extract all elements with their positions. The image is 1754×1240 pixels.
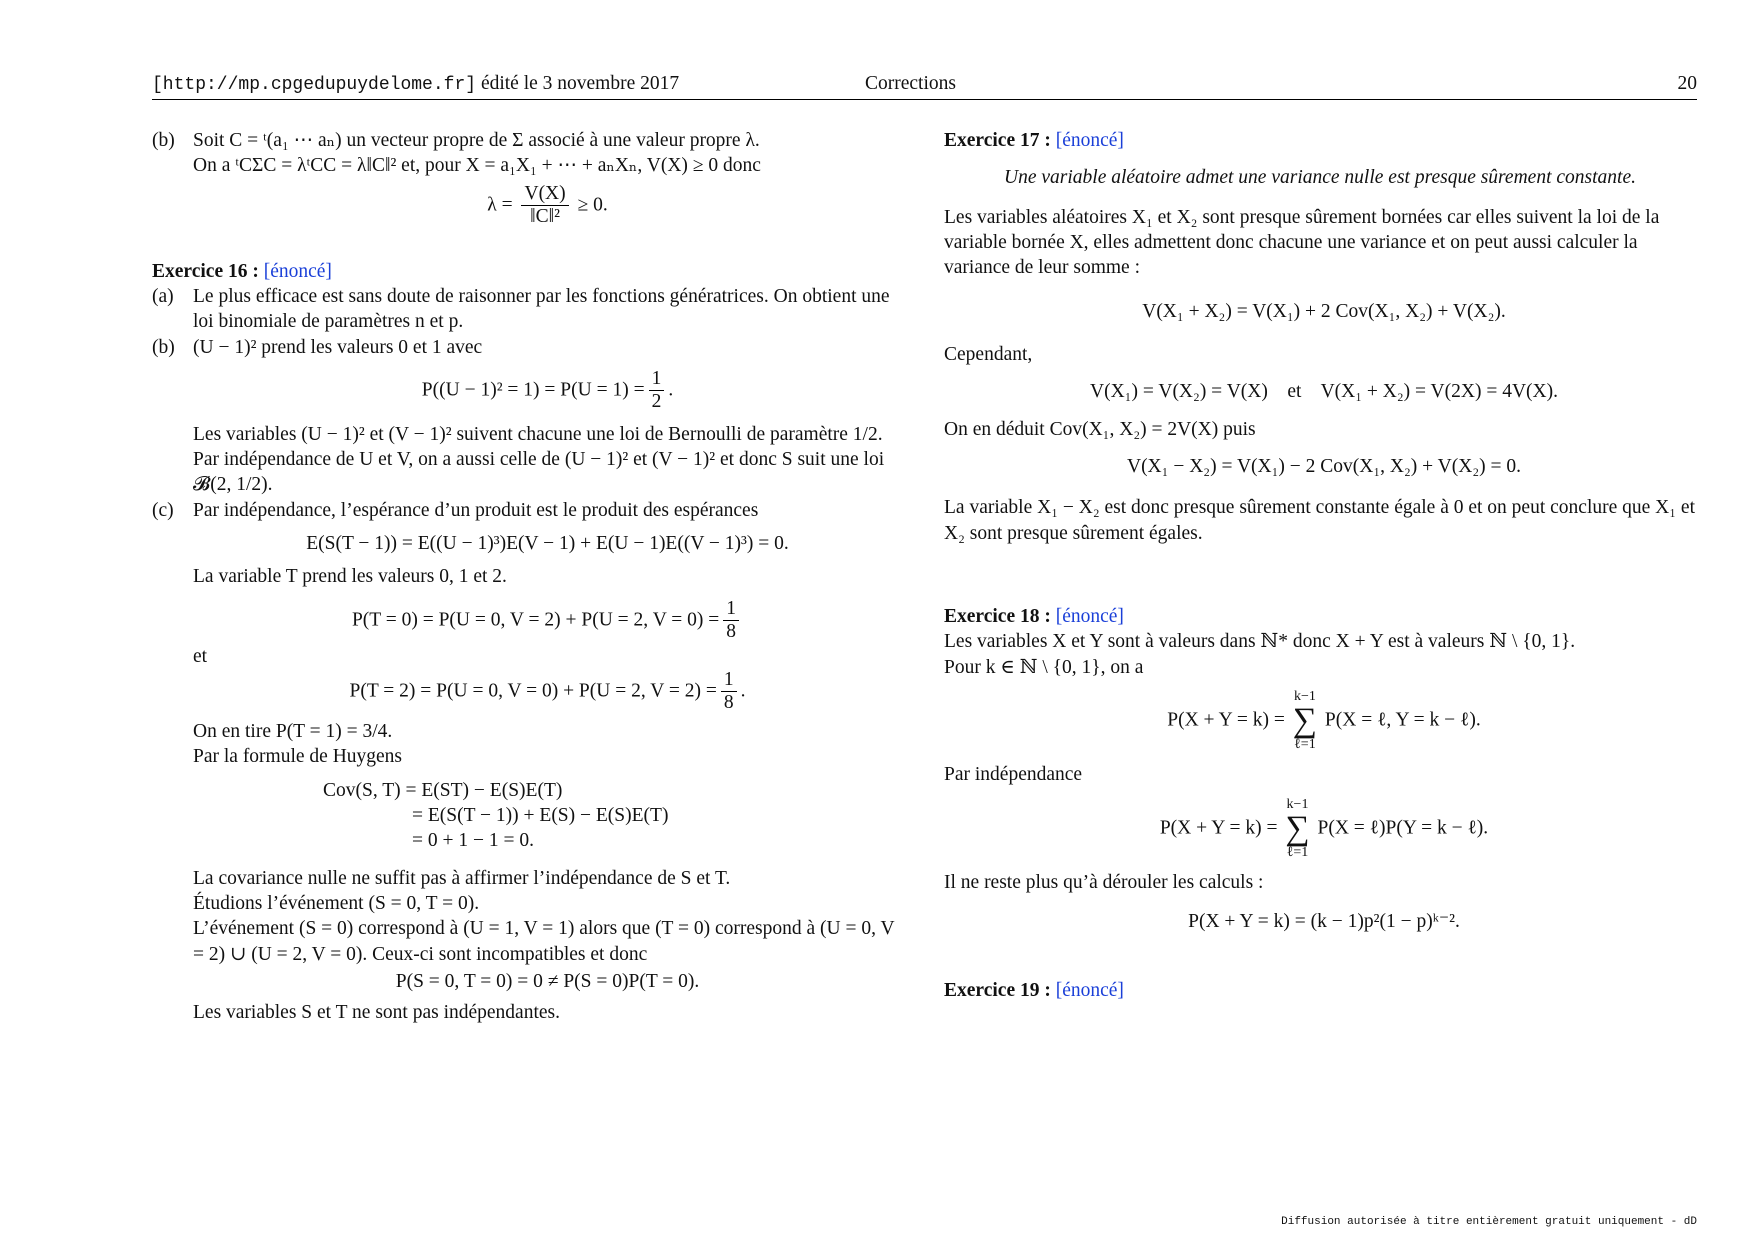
equation: E(S(T − 1)) = E((U − 1)³)E(V − 1) + E(U − 1)E((V − 1)³) = 0. — [306, 533, 789, 555]
sum-upper-bound: k−1 — [1293, 689, 1316, 705]
exercise-17 — [944, 128, 1704, 546]
answer-b-previous — [152, 128, 902, 229]
paragraph: Cependant, — [944, 344, 1033, 366]
equation: V(X₁ − X₂) = V(X₁) − 2 Cov(X₁, X₂) + V(X₂) = 0. — [1126, 456, 1522, 478]
sum-upper-bound: k−1 — [1286, 796, 1309, 812]
equation-part: P(X = ℓ, Y = k − ℓ). — [1324, 709, 1481, 731]
paragraph: Il ne reste plus qu’à dérouler les calculs : — [944, 871, 1264, 893]
equation-part: λ = — [487, 194, 513, 216]
statement-link[interactable]: [énoncé] — [1055, 980, 1124, 1002]
equation-part: P(T = 0) = P(U = 0, V = 2) + P(U = 2, V = 0) = — [351, 609, 720, 631]
equation-part: P(X = ℓ)P(Y = k − ℓ). — [1317, 816, 1489, 838]
paragraph: On a ᵗCΣC = λᵗCC = λ‖C‖² et, pour X = a₁X₁ + ⋯ + aₙXₙ, V(X) ≥ 0 donc — [193, 155, 761, 177]
exercise-statement: Une variable aléatoire admet une variance nulle est presque sûrement constante. — [1004, 167, 1636, 189]
exercise-19 — [944, 978, 1704, 1003]
equation — [193, 183, 902, 229]
item-label: (c) — [152, 499, 174, 521]
equation-part: P(X + Y = k) = — [1167, 709, 1285, 731]
exercise-title: Exercice 17 : — [944, 130, 1051, 151]
fraction-numerator: 1 — [723, 598, 739, 621]
equation-part: ≥ 0. — [577, 194, 608, 216]
paragraph: Le plus efficace est sans doute de raisonner par les fonctions génératrices. On obtient une loi binomiale de paramètres n et p. — [193, 285, 890, 333]
sum-symbol: ∑ — [1285, 809, 1310, 847]
paragraph: On en tire P(T = 1) = 3/4. — [193, 720, 393, 742]
equation: P(X + Y = k) = (k − 1)p²(1 − p)ᵏ⁻². — [1188, 910, 1460, 932]
paragraph: Les variables aléatoires X₁ et X₂ sont presque sûrement bornées car elles suivent la loi de la variable bornée X, elles admettent donc chacune une variance et on peut aussi calculer la variance de leur somme : — [944, 206, 1660, 279]
summation — [1293, 690, 1317, 752]
equation: V(X₁ + X₂) = V(X₁) + 2 Cov(X₁, X₂) + V(X₂). — [1142, 300, 1506, 322]
fraction — [521, 183, 568, 229]
equation-part: P(X + Y = k) = — [1159, 816, 1278, 838]
exercise-heading — [944, 604, 1704, 629]
right-column — [944, 128, 1704, 1004]
equation-aligned — [323, 778, 902, 854]
exercise-title: Exercice 18 : — [944, 606, 1051, 628]
header-url[interactable]: [http://mp.cpgedupuydelome.fr] — [152, 75, 477, 95]
paragraph: Les variables S et T ne sont pas indépendantes. — [193, 1002, 560, 1024]
equation-line: = E(S(T − 1)) + E(S) − E(S)E(T) — [412, 804, 669, 826]
answer-b — [152, 335, 902, 498]
exercise-18 — [944, 604, 1704, 934]
paragraph: Par la formule de Huygens — [193, 746, 403, 768]
fraction — [649, 368, 665, 414]
equation-line: = 0 + 1 − 1 = 0. — [412, 830, 534, 852]
statement-link[interactable]: [énoncé] — [1055, 130, 1124, 151]
sum-lower-bound: ℓ=1 — [1294, 737, 1316, 753]
paragraph: La variable X₁ − X₂ est donc presque sûrement constante égale à 0 et on peut conclure que X₁ et X₂ sont presque sûrement égales. — [944, 497, 1695, 544]
paragraph: L’événement (S = 0) correspond à (U = 1, V = 1) alors que (T = 0) correspond à (U = 0, V = 2) ∪ (U = 2, V = 0). Ceux-ci sont incompatibles et donc — [193, 918, 895, 965]
equation-part: . — [668, 379, 674, 401]
paragraph: Les variables (U − 1)² et (V − 1)² suivent chacune une loi de Bernoulli de paramètre 1/2. Par indépendance de U et V, on a aussi celle de (U − 1)² et (V − 1)² et donc S suit une loi 𝓑(2, 1/2). — [193, 423, 885, 496]
header-edited: édité le 3 novembre 2017 — [476, 73, 680, 94]
paragraph: Par indépendance — [944, 764, 1083, 786]
answer-a — [152, 284, 902, 335]
paragraph: et — [193, 645, 208, 667]
exercise-heading — [944, 128, 1704, 153]
header-source — [152, 71, 679, 97]
equation — [193, 669, 902, 715]
item-label: (b) — [152, 336, 175, 358]
page-header — [152, 71, 1697, 100]
fraction-numerator: 1 — [649, 368, 665, 391]
exercise-heading — [944, 978, 1704, 1003]
item-label: (a) — [152, 285, 174, 307]
answer-c — [152, 498, 902, 1026]
paragraph: (U − 1)² prend les valeurs 0 et 1 avec — [193, 336, 483, 358]
equation-part: P(T = 2) = P(U = 0, V = 0) + P(U = 2, V = 2) = — [349, 680, 717, 702]
paragraph: La covariance nulle ne suffit pas à affirmer l’indépendance de S et T. — [193, 867, 731, 889]
exercise-title: Exercice 16 : — [152, 260, 259, 282]
exercise-title: Exercice 19 : — [944, 980, 1051, 1002]
paragraph: La variable T prend les valeurs 0, 1 et 2. — [193, 566, 507, 588]
equation — [944, 690, 1704, 752]
equation — [944, 798, 1704, 860]
fraction — [721, 669, 737, 715]
fraction — [723, 598, 739, 644]
exercise-heading — [152, 259, 902, 284]
equation — [193, 368, 902, 414]
paragraph: Soit C = ᵗ(a₁ ⋯ aₙ) un vecteur propre de Σ associé à une valeur propre λ. — [193, 130, 760, 151]
paragraph: Pour k ∈ ℕ \ {0, 1}, on a — [944, 656, 1144, 678]
page-number: 20 — [1677, 73, 1697, 94]
fraction-numerator: 1 — [721, 669, 737, 692]
header-section-title: Corrections — [865, 73, 956, 94]
statement-link[interactable]: [énoncé] — [1055, 606, 1124, 628]
fraction-numerator: V(X) — [521, 183, 568, 206]
exercise-16 — [152, 259, 902, 1026]
equation-part: P((U − 1)² = 1) = P(U = 1) = — [421, 379, 645, 401]
summation — [1285, 798, 1309, 860]
equation — [193, 598, 902, 644]
page-footer: Diffusion autorisée à titre entièrement gratuit uniquement - dD — [1281, 1216, 1697, 1228]
sum-lower-bound: ℓ=1 — [1286, 844, 1309, 860]
fraction-denominator: 8 — [723, 692, 734, 714]
paragraph: Étudions l’événement (S = 0, T = 0). — [193, 892, 480, 914]
fraction-denominator: ‖C‖² — [530, 206, 560, 228]
equation: V(X₁) = V(X₂) = V(X) et V(X₁ + X₂) = V(2X) = 4V(X). — [1090, 381, 1558, 403]
sum-symbol: ∑ — [1292, 702, 1318, 740]
equation-part: . — [740, 680, 746, 702]
paragraph: On en déduit Cov(X₁, X₂) = 2V(X) puis — [944, 418, 1256, 440]
equation: P(S = 0, T = 0) = 0 ≠ P(S = 0)P(T = 0). — [395, 970, 700, 992]
item-label: (b) — [152, 130, 175, 151]
paragraph: Les variables X et Y sont à valeurs dans ℕ* donc X + Y est à valeurs ℕ \ {0, 1}. — [944, 631, 1576, 653]
fraction-denominator: 2 — [651, 391, 662, 413]
equation-line: Cov(S, T) = E(ST) − E(S)E(T) — [323, 779, 563, 801]
paragraph: Par indépendance, l’espérance d’un produit est le produit des espérances — [193, 499, 759, 521]
statement-link[interactable]: [énoncé] — [263, 260, 332, 282]
fraction-denominator: 8 — [726, 621, 737, 643]
left-column — [152, 128, 902, 1026]
